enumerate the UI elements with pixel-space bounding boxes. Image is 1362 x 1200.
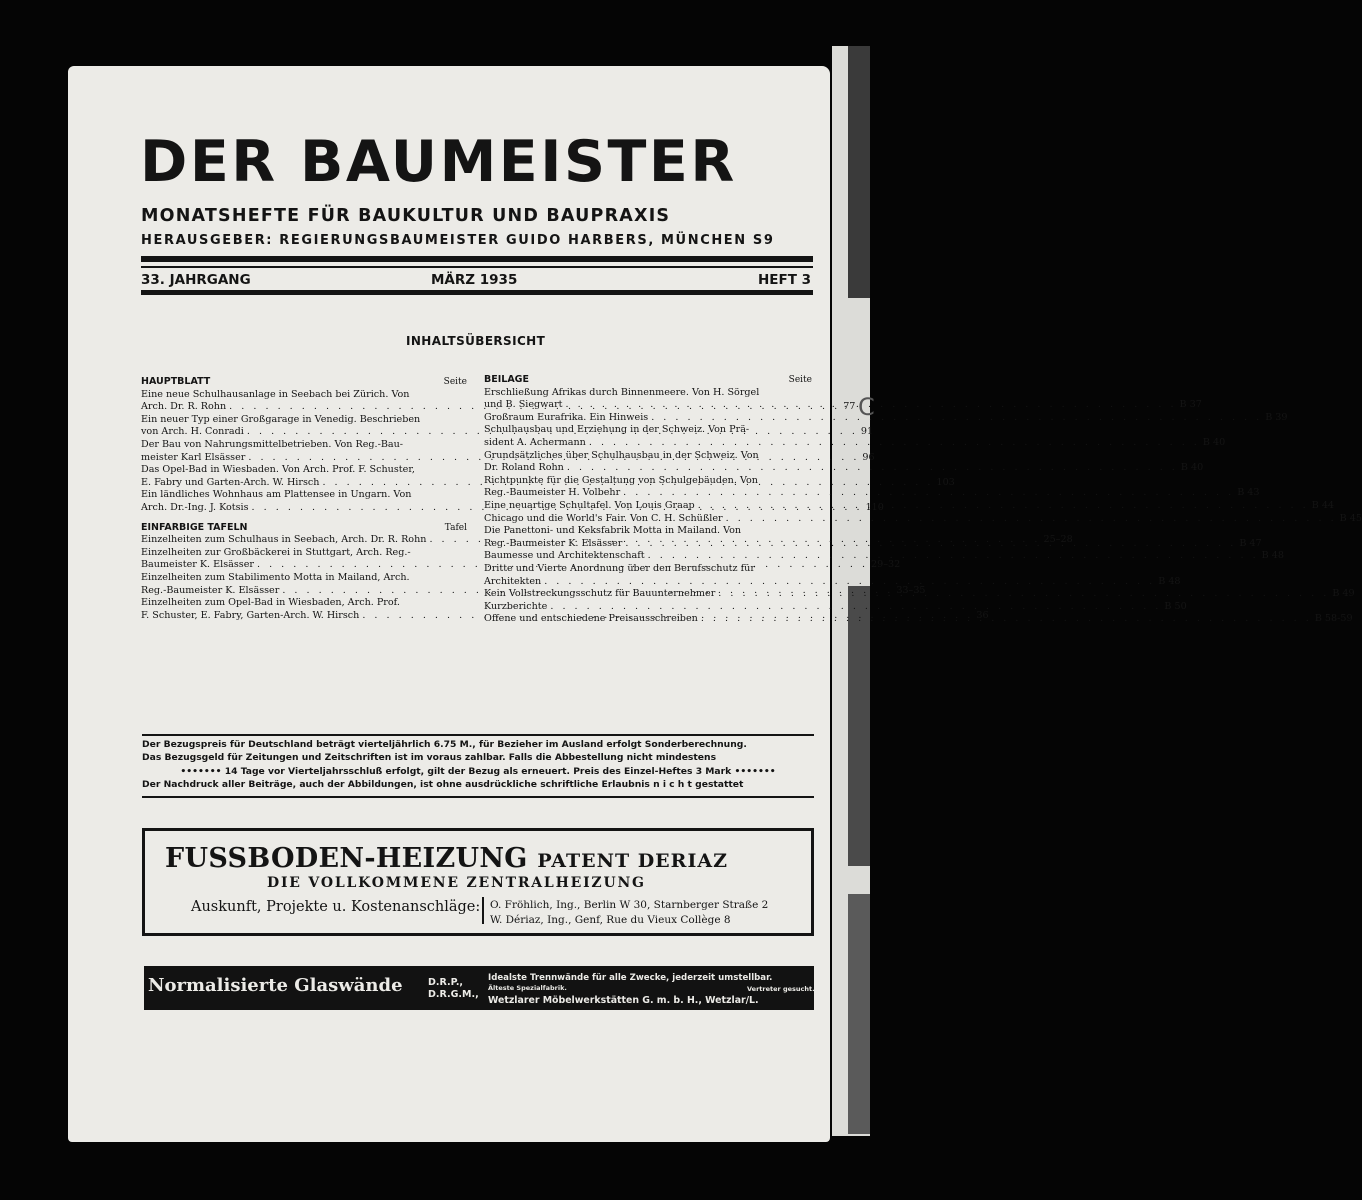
ad-heating-info: Auskunft, Projekte u. Kostenanschläge: bbox=[191, 899, 481, 915]
toc-entry bbox=[484, 512, 1362, 526]
toc-leader-dots bbox=[550, 601, 1161, 614]
toc-leader-dots bbox=[566, 399, 1177, 412]
toc-entry-line: Der Bau von Nahrungsmittelbetrieben. Von Reg.-Bau- bbox=[141, 438, 404, 450]
notice-line: Der Bezugspreis für Deutschland beträgt vierteljährlich 6.75 M., für Bezieher im Ausland erfolgt Sonderberechnung. bbox=[142, 739, 747, 750]
toc-entry-text: Großraum Eurafrika. Ein Hinweis bbox=[484, 411, 649, 423]
toc-entry-text: Chicago und die World's Fair. Von C. H. Schüßler bbox=[484, 512, 723, 524]
toc-entry-line: Einzelheiten zur Großbäckerei in Stuttgart, Arch. Reg.- bbox=[141, 546, 411, 558]
toc-entry-line: Grundsätzliches über Schulhausbau in der Schweiz. Von bbox=[484, 449, 759, 461]
toc-section-heading bbox=[141, 376, 467, 389]
toc-entry bbox=[484, 550, 1284, 563]
toc-entry-line: Das Opel-Bad in Wiesbaden. Von Arch. Prof. F. Schuster, bbox=[141, 464, 415, 476]
ad-glass-tagline: Idealste Trennwände für alle Zwecke, jederzeit umstellbar. bbox=[488, 973, 773, 983]
toc-section-title: HAUPTBLATT bbox=[141, 376, 211, 387]
toc-entry-text: Architekten bbox=[484, 575, 542, 587]
toc-entry-page: 33–35 bbox=[896, 584, 926, 596]
toc-section-title: EINFARBIGE TAFELN bbox=[141, 521, 248, 533]
toc-entry-page: B 49 bbox=[1332, 588, 1355, 600]
ad-heating-subtitle: DIE VOLLKOMMENE ZENTRALHEIZUNG bbox=[267, 875, 646, 891]
notice-line: ••••••• 14 Tage vor Vierteljahrsschluß erfolgt, gilt der Bezug als erneuert. Preis des Einzel-Heftes 3 Mark ••••••• bbox=[180, 765, 776, 777]
toc-entry-page: 103 bbox=[936, 476, 955, 488]
toc-leader-dots bbox=[567, 462, 1178, 475]
toc-entry-page: 91 bbox=[860, 426, 874, 438]
toc-entry-line: Erschließung Afrikas durch Binnenmeere. Von H. Sörgel bbox=[484, 386, 760, 398]
toc-leader-dots bbox=[726, 513, 1337, 526]
ad-glaswaende bbox=[144, 966, 814, 1010]
toc-entry-line: Einzelheiten zum Stabilimento Motta in Mailand, Arch. bbox=[141, 571, 410, 583]
toc-leader-dots bbox=[718, 588, 1329, 601]
masthead-rule-top-thin bbox=[141, 266, 813, 268]
toc-entry-line: Ein neuer Typ einer Großgarage in Venedig. Beschrieben bbox=[141, 413, 421, 425]
toc-entry-text: von Arch. H. Conradi bbox=[141, 426, 244, 438]
toc-entry-line: Dritte und Vierte Anordnung über den Berufsschutz für bbox=[484, 562, 755, 574]
toc-leader-dots bbox=[648, 550, 1259, 563]
toc-section-title: BEILAGE bbox=[484, 374, 529, 385]
toc-entry-page: B 40 bbox=[1180, 462, 1204, 474]
toc-title: INHALTSÜBERSICHT bbox=[406, 334, 546, 348]
toc-leader-dots bbox=[698, 500, 1309, 513]
ad-glass-oldest: Älteste Spezialfabrik. bbox=[488, 984, 567, 992]
adjacent-page-letter: C bbox=[858, 393, 875, 421]
masthead-rule-top bbox=[141, 256, 813, 262]
toc-entry-page: 29–32 bbox=[871, 559, 901, 571]
ad-glass-name: Normalisierte Glaswände bbox=[148, 975, 403, 996]
ad-glass-patents bbox=[428, 977, 479, 1001]
ad-heating-address-geneva: W. Dériaz, Ing., Genf, Rue du Vieux Collège 8 bbox=[490, 914, 731, 926]
toc-entry-page: B 48 bbox=[1261, 550, 1284, 562]
ad-glass-company: Wetzlarer Möbelwerkstätten G. m. b. H., Wetzlar/L. bbox=[488, 995, 759, 1006]
ad-glass-patent-drgm: D.R.G.M., bbox=[428, 989, 479, 1000]
toc-entry-page: B 40 bbox=[1202, 436, 1226, 448]
toc-entry bbox=[484, 600, 1187, 614]
toc-leader-dots bbox=[625, 538, 1236, 551]
toc-entry-last-line bbox=[484, 487, 1260, 500]
section-gap bbox=[141, 515, 467, 522]
toc-entry-text: Kein Vollstreckungsschutz für Bauunternehmer bbox=[484, 588, 716, 600]
masthead-rule-bottom bbox=[141, 290, 813, 295]
toc-entry-text: Reg.-Baumeister H. Volbehr bbox=[484, 487, 621, 499]
toc-entry-text: meister Karl Elsässer bbox=[141, 451, 246, 463]
issue-number: HEFT 3 bbox=[758, 272, 812, 288]
ad-glass-agents: Vertreter gesucht. bbox=[747, 985, 815, 993]
notice-line: Der Nachdruck aller Beiträge, auch der Abbildungen, ist ohne ausdrückliche schriftliche Erlaubnis n i c h t gestattet bbox=[142, 779, 744, 791]
toc-entry-text: und B. Siegwart bbox=[484, 399, 563, 411]
toc-entry-page: B 43 bbox=[1237, 487, 1260, 499]
toc-entry-page: B 37 bbox=[1179, 399, 1202, 411]
toc-entry-last-line bbox=[484, 550, 1284, 563]
toc-entry-text: Eine neuartige Schultafel. Von Louis Graap bbox=[484, 499, 695, 511]
toc-entry-last-line bbox=[484, 575, 1181, 589]
ad-heating-title bbox=[165, 843, 728, 874]
toc-entry-text: Arch. Dr.-Ing. J. Kotsis bbox=[141, 501, 249, 513]
toc-entry-text: Dr. Roland Rohn bbox=[484, 462, 564, 474]
toc-entry-line: Ein ländliches Wohnhaus am Plattensee in Ungarn. Von bbox=[141, 489, 412, 501]
ad-glass-patent-drp: D.R.P., bbox=[428, 977, 464, 988]
toc-entry-text: Kurzberichte bbox=[484, 600, 548, 612]
ad-heating-patent: PATENT DERIAZ bbox=[537, 850, 728, 872]
notice-line: Das Bezugsgeld für Zeitungen und Zeitschriften ist im voraus zahlbar. Falls die Abbestellung nicht mindestens bbox=[142, 752, 717, 764]
toc-entry-line: Die Panettoni- und Keksfabrik Motta in Mailand. Von bbox=[484, 525, 742, 537]
toc-entry-page: B 45 bbox=[1339, 512, 1362, 524]
toc-entry-page: 36 bbox=[976, 609, 989, 621]
toc-entry-last-line bbox=[484, 436, 1226, 450]
toc-leader-dots bbox=[651, 412, 1262, 425]
toc-entry-text: Arch. Dr. R. Rohn bbox=[141, 401, 227, 413]
toc-entry-text: Einzelheiten zum Schulhaus in Seebach, Arch. Dr. R. Rohn bbox=[141, 534, 427, 546]
ad-heating-name: FUSSBODEN-HEIZUNG bbox=[165, 843, 528, 874]
notice-rule-top bbox=[142, 734, 814, 736]
toc-page-column-label: Seite bbox=[788, 375, 812, 385]
ad-fussboden-heizung bbox=[142, 828, 814, 936]
toc-entry-text: Reg.-Baumeister K. Elsässer bbox=[141, 584, 280, 596]
toc-entry-last-line bbox=[484, 411, 1288, 425]
toc-entry-text: Offene und entschiedene Preisausschreiben bbox=[484, 613, 698, 625]
toc-entry-page: B 48 bbox=[1158, 575, 1181, 587]
toc-entry-text: Baumesse und Architektenschaft bbox=[484, 550, 645, 562]
toc-entry bbox=[484, 411, 1288, 425]
volume-label: 33. JAHRGANG bbox=[141, 272, 251, 288]
toc-entry-page: B 50 bbox=[1164, 600, 1187, 612]
issue-date: MÄRZ 1935 bbox=[431, 272, 518, 288]
subscription-notice bbox=[142, 738, 814, 792]
toc-entry-text: F. Schuster, E. Fabry, Garten-Arch. W. Hirsch bbox=[141, 609, 360, 621]
masthead-subtitle: MONATSHEFTE FÜR BAUKULTUR UND BAUPRAXIS bbox=[141, 206, 671, 226]
toc-leader-dots bbox=[544, 576, 1155, 589]
toc-entry-last-line bbox=[484, 600, 1187, 614]
notice-rule-bottom bbox=[142, 796, 814, 798]
masthead-title: DER BAUMEISTER bbox=[140, 129, 737, 195]
toc-entry-last-line bbox=[484, 462, 1204, 475]
toc-entry-line: Schulhausbau und Erziehung in der Schweiz. Von Prä- bbox=[484, 424, 750, 436]
toc-section-heading bbox=[484, 374, 812, 387]
toc-leader-dots bbox=[589, 437, 1200, 450]
masthead-publisher: HERAUSGEBER: REGIERUNGSBAUMEISTER GUIDO HARBERS, MÜNCHEN S9 bbox=[141, 233, 775, 248]
toc-section-heading bbox=[141, 522, 467, 535]
toc-entry-text: E. Fabry und Garten-Arch. W. Hirsch bbox=[141, 476, 320, 488]
toc-leader-dots bbox=[623, 487, 1234, 500]
toc-entry-last-line bbox=[484, 512, 1362, 526]
toc-leader-dots bbox=[701, 613, 1312, 626]
toc-entry-page: B 47 bbox=[1239, 537, 1262, 549]
toc-entry-page: B 58-59 bbox=[1314, 613, 1353, 625]
toc-entry-text: sident A. Achermann bbox=[484, 436, 586, 448]
ad-heating-brace bbox=[482, 897, 484, 924]
ad-heating-address-berlin: O. Fröhlich, Ing., Berlin W 30, Starnberger Straße 2 bbox=[490, 899, 769, 911]
toc-page-column-label: Tafel bbox=[444, 522, 467, 533]
toc-entry-page: 96 bbox=[862, 451, 875, 463]
toc-entry-line: Einzelheiten zum Opel-Bad in Wiesbaden, Arch. Prof. bbox=[141, 597, 400, 609]
toc-page-column-label: Seite bbox=[443, 377, 467, 387]
toc-entry-line: Richtpunkte für die Gestaltung von Schulgebäuden. Von bbox=[484, 474, 758, 486]
toc-entry-line: Eine neue Schulhausanlage in Seebach bei Zürich. Von bbox=[141, 388, 410, 400]
toc-entry-page: 77 bbox=[843, 401, 856, 413]
toc-entry-page: 110 bbox=[865, 501, 884, 513]
toc-entry-page: 25–28 bbox=[1043, 534, 1073, 546]
toc-entry-text: Reg.-Baumeister K. Elsässer bbox=[484, 537, 623, 549]
toc-entry-text: Baumeister K. Elsässer bbox=[141, 559, 254, 571]
toc-entry-page: B 44 bbox=[1311, 499, 1335, 511]
toc-entry-page: B 39 bbox=[1265, 411, 1288, 423]
